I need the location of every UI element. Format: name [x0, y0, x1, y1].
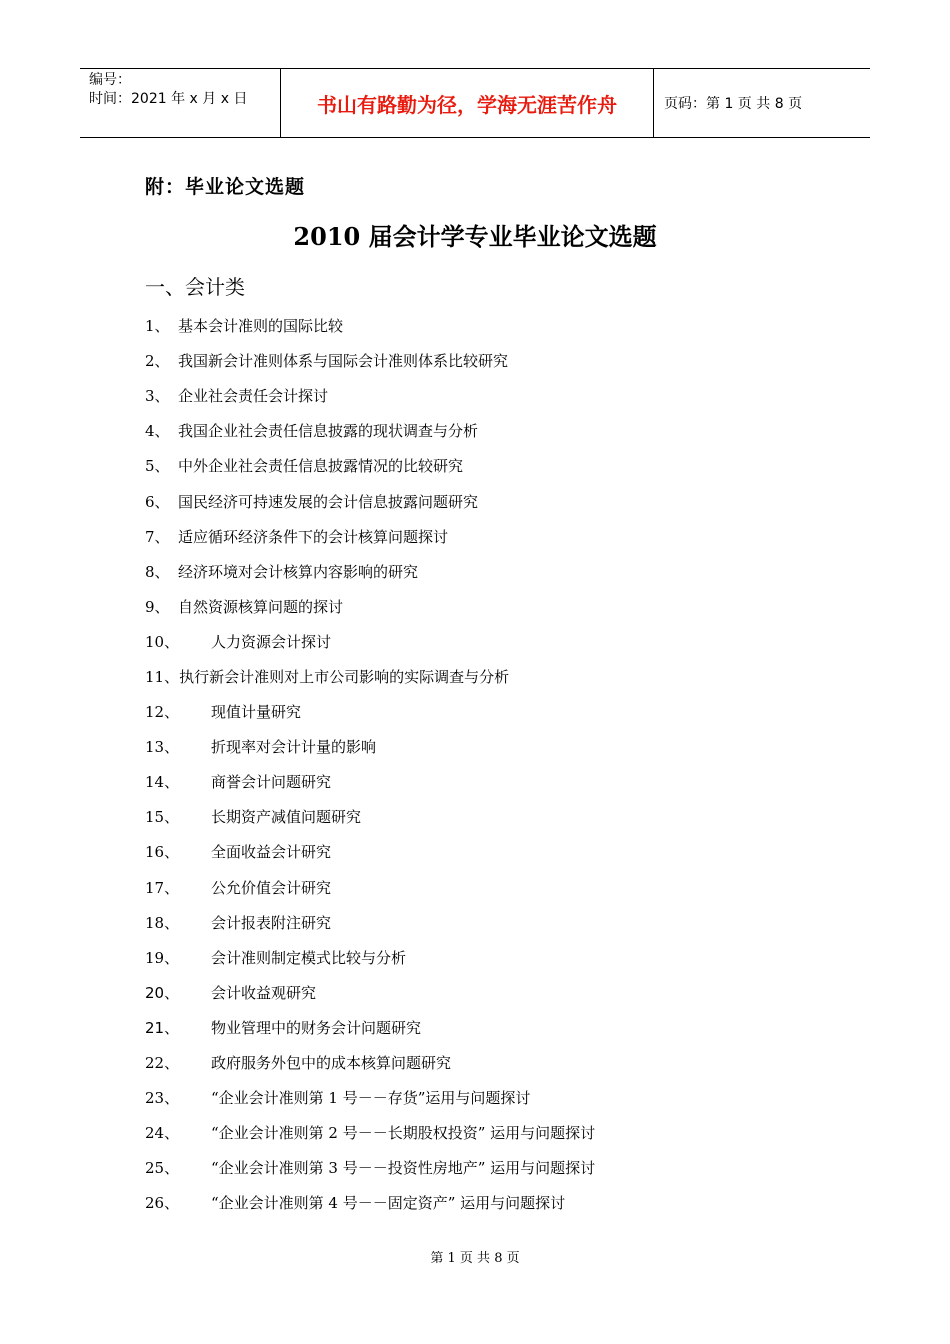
item-text: 我国新会计准则体系与国际会计准则体系比较研究 — [178, 352, 509, 371]
item-text: 物业管理中的财务会计问题研究 — [211, 1018, 422, 1037]
item-text: 全面收益会计研究 — [211, 843, 332, 862]
appendix-label: 附：毕业论文选题 — [145, 176, 306, 198]
item-number: 25、 — [145, 1159, 180, 1178]
item-number: 5、 — [145, 457, 170, 476]
item-text: 商誉会计问题研究 — [211, 773, 332, 792]
time-label: 时间：2021 年 x 月 x 日 — [89, 91, 248, 107]
list-item — [145, 1045, 845, 1080]
list-item — [145, 378, 845, 413]
page-header — [80, 68, 870, 138]
item-text: 国民经济可持速发展的会计信息披露问题研究 — [178, 492, 479, 511]
list-item — [145, 799, 845, 834]
item-number: 15、 — [145, 808, 180, 827]
list-item — [145, 870, 845, 905]
item-number: 22、 — [145, 1054, 180, 1073]
item-number: 20、 — [145, 983, 180, 1002]
item-number: 9、 — [145, 597, 170, 616]
list-item — [145, 308, 845, 343]
header-page-info: 页码：第 1 页 共 8 页 — [664, 96, 803, 112]
item-text: “企业会计准则第 3 号－－投资性房地产” 运用与问题探讨 — [211, 1159, 596, 1178]
item-text: 人力资源会计探讨 — [211, 632, 332, 651]
item-text: 会计收益观研究 — [211, 983, 317, 1002]
item-number: 14、 — [145, 773, 180, 792]
item-text: 执行新会计准则对上市公司影响的实际调查与分析 — [179, 667, 510, 686]
item-text: 现值计量研究 — [211, 703, 302, 722]
item-text: “企业会计准则第 1 号－－存货”运用与问题探讨 — [211, 1089, 531, 1108]
list-item — [145, 975, 845, 1010]
list-item — [145, 694, 845, 729]
item-number: 6、 — [145, 492, 170, 511]
list-item — [145, 905, 845, 940]
item-text: 我国企业社会责任信息披露的现状调查与分析 — [178, 422, 479, 441]
list-item — [145, 589, 845, 624]
list-item — [145, 834, 845, 869]
list-item — [145, 519, 845, 554]
item-number: 7、 — [145, 527, 170, 546]
item-number: 16、 — [145, 843, 180, 862]
item-number: 12、 — [145, 703, 180, 722]
item-text: 折现率对会计计量的影响 — [211, 738, 377, 757]
item-number: 1、 — [145, 317, 170, 336]
item-text: 会计报表附注研究 — [211, 913, 332, 932]
item-text: 企业社会责任会计探讨 — [178, 387, 329, 406]
topic-list — [145, 308, 845, 1220]
list-item — [145, 764, 845, 799]
list-item — [145, 940, 845, 975]
item-text: 长期资产减值问题研究 — [211, 808, 362, 827]
item-text: 会计准则制定模式比较与分析 — [211, 948, 407, 967]
list-item — [145, 413, 845, 448]
list-item — [145, 343, 845, 378]
section-title: 一、会计类 — [145, 275, 245, 299]
item-number: 3、 — [145, 387, 170, 406]
header-meta — [80, 69, 281, 137]
list-item — [145, 1150, 845, 1185]
list-item — [145, 1080, 845, 1115]
item-text: 适应循环经济条件下的会计核算问题探讨 — [178, 527, 449, 546]
page-footer: 第 1 页 共 8 页 — [430, 1251, 520, 1266]
item-number: 19、 — [145, 948, 180, 967]
list-item — [145, 483, 845, 518]
item-number: 18、 — [145, 913, 180, 932]
item-text: “企业会计准则第 2 号－－长期股权投资” 运用与问题探讨 — [211, 1124, 596, 1143]
list-item — [145, 659, 845, 694]
list-item — [145, 448, 845, 483]
item-number: 21、 — [145, 1018, 180, 1037]
item-number: 13、 — [145, 738, 180, 757]
header-motto: 书山有路勤为径，学海无涯苦作舟 — [281, 69, 654, 137]
item-number: 23、 — [145, 1089, 180, 1108]
item-text: 中外企业社会责任信息披露情况的比较研究 — [178, 457, 464, 476]
item-number: 10、 — [145, 632, 180, 651]
item-number: 26、 — [145, 1194, 180, 1213]
item-number: 24、 — [145, 1124, 180, 1143]
item-text: 基本会计准则的国际比较 — [178, 317, 344, 336]
document-title: 2010 届会计学专业毕业论文选题 — [293, 222, 657, 251]
item-text: 政府服务外包中的成本核算问题研究 — [211, 1054, 452, 1073]
item-number: 8、 — [145, 562, 170, 581]
code-label: 编号： — [89, 72, 131, 88]
item-text: 自然资源核算问题的探讨 — [178, 597, 344, 616]
list-item — [145, 729, 845, 764]
item-number: 17、 — [145, 878, 180, 897]
item-text: 公允价值会计研究 — [211, 878, 332, 897]
list-item — [145, 1010, 845, 1045]
item-number: 4、 — [145, 422, 170, 441]
item-text: 经济环境对会计核算内容影响的研究 — [178, 562, 419, 581]
item-number: 2、 — [145, 352, 170, 371]
item-text: “企业会计准则第 4 号－－固定资产” 运用与问题探讨 — [211, 1194, 566, 1213]
list-item — [145, 1185, 845, 1220]
list-item — [145, 624, 845, 659]
list-item — [145, 554, 845, 589]
item-number: 11、 — [145, 667, 180, 686]
list-item — [145, 1115, 845, 1150]
